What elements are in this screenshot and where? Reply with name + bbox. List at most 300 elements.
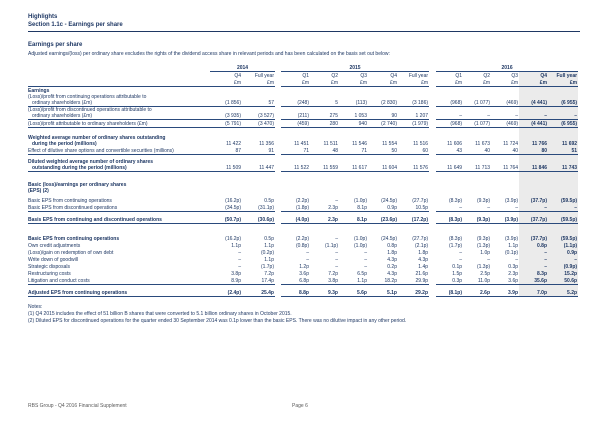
value-cell [242,87,275,95]
unit-header: £m [242,79,275,87]
value-cell: 8.8p [281,289,310,297]
table-row [28,128,578,136]
spacer-cell [436,128,463,136]
value-cell: (459) [281,120,310,128]
value-cell: 11 511 [323,141,338,147]
value-cell: (1.1p) [548,242,578,249]
table-row [28,197,578,204]
value-cell: 11 522 [281,159,310,172]
value-cell: (59.5p) [548,216,578,224]
value-cell: (1 077) [463,120,491,128]
value-cell: 7.2p [264,271,274,277]
value-cell: 11 617 [339,159,368,172]
value-cell: 8.1p [339,216,368,224]
gap-cell [429,235,436,242]
footer-page-number: Page 6 [292,403,308,409]
value-cell: (5 791) [210,120,242,128]
spacer-cell [28,224,210,236]
value-cell: 1 053 [339,107,368,120]
value-cell: 1.1p [231,243,241,249]
notes-title: Notes: [28,304,43,310]
value-cell: (8.3p) [448,236,463,242]
spacer-cell [242,128,275,136]
quarter-header: Q4 [519,72,548,80]
value-cell: – [335,257,338,263]
value-cell: (3 186) [398,94,429,107]
value-cell: – [548,204,578,212]
value-cell: 6.5p [357,271,367,277]
value-cell: 11 743 [548,159,578,172]
spacer-cell [339,224,368,236]
value-cell: 1.1p [264,257,274,263]
value-cell [281,182,310,194]
unit-header: £m [210,79,242,87]
value-cell: 11 554 [382,141,397,147]
value-cell: (968) [436,94,463,107]
corner-cell [28,64,210,72]
row-label: Restructuring costs [28,271,71,277]
spacer-cell [339,128,368,136]
value-cell: 11 724 [503,141,519,147]
value-cell: 11 649 [436,159,463,172]
row-label: (Loss)/gain on redemption of own debt [28,250,114,256]
value-cell: (59.5p) [548,235,578,242]
spacer-cell [368,128,398,136]
quarter-header: Q1 [455,73,463,79]
value-cell [339,87,368,95]
gap-cell [429,94,436,107]
quarter-header: Q2 [483,73,491,79]
value-cell: (37.7p) [519,235,548,242]
unit-header: £m [436,79,463,87]
value-cell: 11 422 [226,141,241,147]
spacer-cell [436,172,463,183]
value-cell: (469) [491,120,519,128]
quarter-header: Q3 [511,73,519,79]
value-cell: (8.1p) [436,289,463,297]
value-cell: – [491,204,519,212]
gap-cell [429,107,436,120]
footer-document-name: RBS Group - Q4 2016 Financial Supplement [28,403,127,409]
value-cell: 8.9p [210,277,242,285]
gap-cell [429,159,436,172]
spacer-cell [491,224,519,236]
spacer-cell [281,172,310,183]
gap-cell [429,249,436,256]
row-label: Basic EPS from discontinued operations [28,204,210,212]
value-cell: (4 441) [519,120,548,128]
value-cell: 90 [368,107,398,120]
value-cell: 1.1p [508,243,519,249]
row-label: Adjusted EPS from continuing operations [28,289,210,297]
value-cell: (6 955) [548,120,578,128]
value-cell: (469) [491,94,519,107]
value-cell: (248) [281,94,310,107]
table-row [28,270,578,277]
value-cell: 1.1p [264,243,274,249]
value-cell: 5 [310,94,339,107]
spacer-cell [310,224,339,236]
value-cell: – [515,257,519,263]
value-cell: 0.9p [548,249,578,256]
value-cell: 0.2p [387,264,397,270]
value-cell: 11 509 [210,159,242,172]
value-cell: 40 [491,147,519,155]
quarter-header: Q3 [360,73,367,79]
value-cell: 11 673 [475,141,491,147]
value-cell: 4.3p [387,257,397,263]
value-cell: (31.1p) [242,204,275,212]
gap-cell [429,204,436,212]
value-cell: (1.0p) [353,243,367,249]
table-row [28,224,578,236]
gap-cell [429,87,436,95]
value-cell: – [436,107,463,120]
section-heading: Earnings [28,88,50,94]
value-cell [463,87,491,95]
table-row [28,107,578,120]
table-row [28,94,578,107]
row-label: Weighted average number of ordinary shares outstanding during the period (millions) [28,135,166,147]
spacer-cell [491,172,519,183]
value-cell: 1.0p [480,250,491,256]
table-row [28,135,578,147]
value-cell [398,182,429,194]
notes-block [28,304,580,325]
value-cell: (37.7p) [519,197,548,204]
table-row [28,216,578,224]
value-cell: 11 846 [519,159,548,172]
value-cell: (9.3p) [476,198,491,204]
value-cell: (2 740) [368,120,398,128]
table-row [28,172,578,183]
value-cell: (1 979) [398,120,429,128]
table-row [28,147,578,155]
gap-cell [429,197,436,204]
value-cell: – [459,257,463,263]
row-label: Diluted weighted average number of ordinary shares outstanding during the period (millions) [28,159,210,172]
page-title: Earnings per share [28,42,83,48]
value-cell: 18.2p [368,277,398,285]
table-row [28,263,578,270]
value-cell: 0.3p [436,277,463,285]
value-cell: 0.8p [519,242,548,249]
spacer-cell [28,172,210,183]
value-cell: 11 576 [398,159,429,172]
value-cell: 2.5p [480,271,491,277]
value-cell [491,182,519,194]
value-cell [548,87,578,95]
unit-header: £m [310,79,339,87]
value-cell [368,87,398,95]
value-cell: (3.9p) [491,216,519,224]
quarter-header: Q4 [390,73,397,79]
value-cell: – [335,250,338,256]
table-row [28,249,578,256]
value-cell: (16.2p) [225,236,241,242]
spacer-cell [519,224,548,236]
spacer-cell [368,172,398,183]
value-cell: 35.6p [519,277,548,285]
value-cell: (0.9p) [548,263,578,270]
value-cell: 57 [242,94,275,107]
value-cell: – [519,263,548,270]
value-cell: 29.9p [398,277,429,285]
quarter-header: Full year [408,73,429,79]
value-cell: 2.3p [310,216,339,224]
spacer-cell [310,128,339,136]
spacer-cell [548,128,578,136]
value-cell: – [364,257,367,263]
value-cell: (113) [339,94,368,107]
table-row [28,204,578,212]
value-cell: – [519,204,548,212]
value-cell: (2 830) [368,94,398,107]
table-row [28,277,578,285]
value-cell: – [519,107,548,120]
value-cell: (9.3p) [463,216,491,224]
value-cell: – [487,257,491,263]
value-cell: 11 559 [310,159,339,172]
value-cell: 11 546 [352,141,367,147]
value-cell [463,182,491,194]
value-cell: 5.2p [548,289,578,297]
unit-header: £m [368,79,398,87]
value-cell: (23.6p) [368,216,398,224]
value-cell [210,182,242,194]
value-cell: – [491,107,519,120]
value-cell: – [306,250,309,256]
note-item-2: (2) Diluted EPS for discontinued operations for the quarter ended 30 September 2014 was 0.1p lower than the basic EPS. There was no dilutive impact in any other period. [28,318,407,324]
spacer-cell [463,172,491,183]
value-cell: 280 [310,120,339,128]
value-cell [436,87,463,95]
value-cell [281,87,310,95]
table-row [28,242,578,249]
spacer-cell [210,224,242,236]
gap-cell [429,256,436,263]
value-cell: (50.7p) [210,216,242,224]
value-cell: 0.3p [508,264,519,270]
value-cell: 9.3p [310,289,339,297]
unit-header: £m [548,79,578,87]
value-cell: – [238,257,241,263]
value-cell: (1.3p) [476,264,491,270]
value-cell: 60 [398,147,429,155]
section-heading: Basic (loss)/earnings per ordinary shares (EPS) (2) [28,182,127,194]
value-cell: (3.9p) [504,198,519,204]
value-cell [398,87,429,95]
value-cell: 11 713 [463,159,491,172]
value-cell [310,182,339,194]
value-cell: – [238,264,241,270]
year-header: 2014 [210,64,275,72]
unit-header: £m [281,79,310,87]
value-cell: 11 606 [447,141,463,147]
value-cell: 11 764 [491,159,519,172]
value-cell: 11 356 [259,141,274,147]
value-cell: 2.3p [310,204,339,212]
spacer-cell [398,224,429,236]
value-cell: (17.2p) [398,216,429,224]
value-cell: – [519,249,548,256]
table-row [28,64,578,72]
quarter-header: Q1 [302,73,309,79]
spacer-cell [519,172,548,183]
value-cell: (1.3p) [476,243,491,249]
value-cell: 7.2p [328,271,338,277]
value-cell: 940 [339,120,368,128]
value-cell: (24.5p) [381,236,397,242]
value-cell: 3.6p [491,277,519,285]
table-row [28,159,578,172]
value-cell [491,87,519,95]
unit-header: £m [463,79,491,87]
doc-section-kicker: Highlights [28,14,58,20]
row-label: (Loss)/profit attributable to ordinary shareholders (£m) [28,120,210,128]
quarter-header: Full year [548,72,578,80]
value-cell [548,182,578,194]
value-cell: (37.7p) [519,216,548,224]
row-label: Strategic disposals [28,264,70,270]
value-cell: (2.2p) [295,198,309,204]
value-cell: 11 766 [519,135,548,147]
spacer-cell [548,224,578,236]
value-cell: 51 [548,147,578,155]
value-cell: (1.7p) [260,264,274,270]
value-cell: 17.4p [242,277,275,285]
document-page [28,13,580,325]
spacer-cell [436,224,463,236]
row-label: (Loss)/profit from discontinued operations attributable to ordinary shareholders (£m) [28,107,210,120]
value-cell: 1.8p [387,250,397,256]
value-cell: 21.6p [415,271,429,277]
page-subtitle: Adjusted earnings/(loss) per ordinary share excludes the rights of the dividend access share in relevant periods and has been calculated on the basis set out below: [28,51,390,57]
value-cell: 4.3p [418,257,429,263]
value-cell [242,182,275,194]
value-cell: 1.4p [418,264,429,270]
value-cell: 3.9p [491,289,519,297]
table-row [28,182,578,194]
value-cell: (968) [436,120,463,128]
value-cell: 7.0p [519,289,548,297]
value-cell: – [335,236,338,242]
value-cell: (30.6p) [242,216,275,224]
gap-cell [429,242,436,249]
value-cell: 43 [436,147,463,155]
value-cell: (3 935) [210,107,242,120]
value-cell: 1.2p [299,264,309,270]
gap-cell [429,147,436,155]
quarter-header: Q2 [331,73,338,79]
row-label: Basic EPS from continuing operations [28,236,120,242]
value-cell: – [335,264,338,270]
spacer-cell [210,172,242,183]
value-cell: 11 604 [368,159,398,172]
value-cell: – [463,107,491,120]
value-cell: 0.8p [387,243,397,249]
gap-cell [429,79,436,87]
value-cell: (24.5p) [381,198,397,204]
value-cell: (211) [281,107,310,120]
row-label: Write down of goodwill [28,257,78,263]
corner-cell [28,72,210,80]
spacer-cell [548,172,578,183]
value-cell: 2.3p [508,271,519,277]
value-cell: 87 [210,147,242,155]
spacer-cell [210,128,242,136]
value-cell: 11 447 [242,159,275,172]
row-label: Basis EPS from continuing and discontinued operations [28,216,210,224]
table-row [28,289,578,297]
gap-cell [429,182,436,194]
value-cell: (0.2p) [260,250,274,256]
value-cell: (0.1p) [504,250,519,256]
value-cell: (2.1p) [414,243,429,249]
quarter-header: Full year [254,73,274,79]
value-cell: 50.6p [548,277,578,285]
spacer-cell [368,224,398,236]
value-cell [339,182,368,194]
value-cell: 1.1p [339,277,368,285]
value-cell: 71 [281,147,310,155]
value-cell: (34.5p) [210,204,242,212]
value-cell: (27.7p) [412,198,429,204]
value-cell: 0.5p [264,198,274,204]
value-cell: (4.0p) [281,216,310,224]
value-cell: 50 [368,147,398,155]
value-cell: (59.5p) [548,197,578,204]
row-label: (Loss)/profit from continuing operations attributable to ordinary shareholders (£m) [28,94,210,107]
value-cell: (1.8p) [281,204,310,212]
spacer-cell [398,128,429,136]
value-cell: 3.8p [310,277,339,285]
spacer-cell [281,128,310,136]
table-row [28,256,578,263]
value-cell: 8.1p [339,204,368,212]
spacer-cell [463,224,491,236]
spacer-cell [398,172,429,183]
value-cell: – [519,256,548,263]
spacer-cell [429,224,436,236]
value-cell: 11 451 [294,141,309,147]
gap-cell [429,72,436,80]
spacer-cell [463,128,491,136]
value-cell: (0.8p) [295,243,309,249]
value-cell: 1.5p [452,271,463,277]
value-cell: – [459,250,463,256]
value-cell: 15.2p [548,270,578,277]
table-row [28,72,578,80]
value-cell: 6.8p [281,277,310,285]
value-cell: – [436,204,463,212]
value-cell: 0.1p [452,264,463,270]
unit-header: £m [339,79,368,87]
value-cell: 91 [242,147,275,155]
value-cell: 3.6p [299,271,309,277]
value-cell: (1.7p) [448,243,463,249]
unit-header: £m [398,79,429,87]
gap-cell [429,289,436,297]
unit-header: £m [519,79,548,87]
row-label: Own credit adjustments [28,243,81,249]
gap-cell [429,216,436,224]
value-cell: (4 441) [519,94,548,107]
table-row [28,79,578,87]
eps-table [28,64,578,297]
value-cell: 4.3p [387,271,397,277]
row-label: Litigation and conduct costs [28,277,210,285]
